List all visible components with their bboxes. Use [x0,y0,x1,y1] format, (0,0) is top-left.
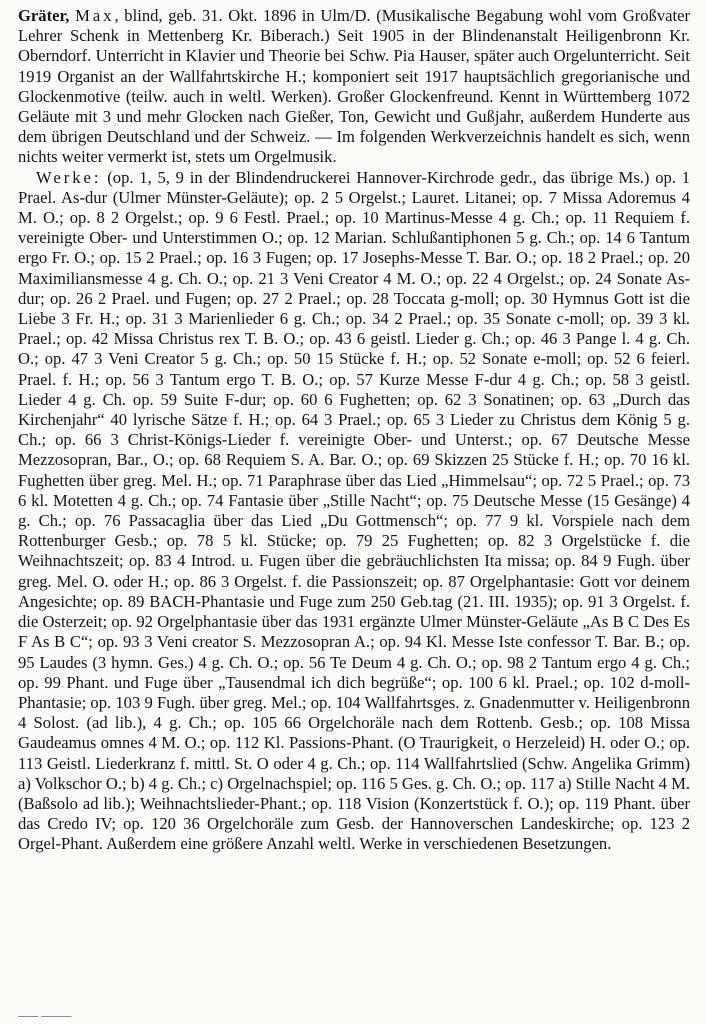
entry-given-name: Max [75,6,115,25]
cut-off-next-line: ▔▔ ▔▔▔ [18,1016,72,1024]
biography-paragraph [18,6,690,168]
works-text: (op. 1, 5, 9 in der Blindendruckerei Hannover-Kirchrode gedr., das übrige Ms.) op. 1 Prael. As-dur (Ulmer Münster-Geläute); op. 2 5 Orgelst.; Lauret. Litanei; op. 7 Missa Adoremus 4 M. O.; op. 8 2 Orgelst.; op. 9 6 Festl. Prael.; op. 10 Martinus-Messe 4 g. Ch.; op. 11 Requiem f. vereinigte Ober- und Unterstimmen O.; op. 12 Marian. Schlußantiphonen 5 g. Ch.; op. 14 6 Tantum ergo Fr. O.; op. 15 2 Prael.; op. 16 3 Fugen; op. 17 Josephs-Messe T. Bar. O.; op. 18 2 Prael.; op. 20 Maximiliansmesse 4 g. Ch. O.; op. 21 3 Veni Creator 4 M. O.; op. 22 4 Orgelst.; op. 24 Sonate As-dur; op. 26 2 Prael. und Fugen; op. 27 2 Prael.; op. 28 Toccata g-moll; op. 30 Hymnus Gott ist die Liebe 3 Fr. H.; op. 31 3 Marienlieder 6 g. Ch.; op. 34 2 Prael.; op. 35 Sonate c-moll; op. 39 3 kl. Prael.; op. 42 Missa Christus rex T. B. O.; op. 43 6 geistl. Lieder g. Ch.; op. 46 3 Pange l. 4 g. Ch. O.; op. 47 3 Veni Creator 5 g. Ch.; op. 50 15 Stücke f. H.; op. 52 Sonate e-moll; op. 52 6 feierl. Prael. f. H.; op. 56 3 Tantum ergo T. B. O.; op. 57 Kurze Messe F-dur 4 g. Ch.; op. 58 3 geistl. Lieder 4 g. Ch. op. 59 Suite F-dur; op. 60 6 Fughetten; op. 62 3 Sonatinen; op. 63 „Durch das Kirchenjahr“ 40 lyrische Sätze f. H.; op. 64 3 Prael.; op. 65 3 Lieder zu Christus dem König 5 g. Ch.; op. 66 3 Christ-Königs-Lieder f. vereinigte Ober- und Unterst.; op. 67 Deutsche Messe Mezzosopran, Bar., O.; op. 68 Requiem S. A. Bar. O.; op. 69 Skizzen 25 Stücke f. H.; op. 70 16 kl. Fughetten über greg. Mel. H.; op. 71 Paraphrase über das Lied „Himmelsau“; op. 72 5 Prael.; op. 73 6 kl. Motetten 4 g. Ch.; op. 74 Fantasie über „Stille Nacht“; op. 75 Deutsche Messe (15 Gesänge) 4 g. Ch.; op. 76 Passacaglia über das Lied „Du Gottmensch“; op. 77 9 kl. Vorspiele nach dem Rottenburger Gesb.; op. 78 5 kl. Stücke; op. 79 25 Fughetten; op. 82 3 Orgelstücke f. die Weihnachtszeit; op. 83 4 Introd. u. Fugen über die gebräuchlichsten Ita missa; op. 84 9 Fugh. über greg. Mel. O. oder H.; op. 86 3 Orgelst. f. die Passionszeit; op. 87 Orgelphantasie: Gott vor deinem Angesichte; op. 89 BACH-Phantasie und Fuge zum 250 Geb.tag (21. III. 1935); op. 91 3 Orgelst. f. die Osterzeit; op. 92 Orgelphantasie über das 1931 ergänzte Ulmer Münster-Geläute „As B C Des Es F As B C“; op. 93 3 Veni creator S. Mezzosopran A.; op. 94 Kl. Messe Iste confessor T. Bar. B.; op. 95 Laudes (3 hymn. Ges.) 4 g. Ch. O.; op. 56 Te Deum 4 g. Ch. O.; op. 98 2 Tantum ergo 4 g. Ch.; op. 99 Phant. und Fuge über „Tausendmal ich dich begrüße“; op. 100 6 kl. Prael.; op. 102 d-moll-Phantasie; op. 103 9 Fugh. über greg. Mel.; op. 104 Wallfahrtsges. z. Gnadenmutter v. Heiligenbronn 4 Solost. (ad lib.), 4 g. Ch.; op. 105 66 Orgelchoräle nach dem Rottenb. Gesb.; op. 108 Missa Gaudeamus omnes 4 M. O.; op. 112 Kl. Passions-Phant. (O Traurigkeit, o Herzeleid) H. oder O.; op. 113 Geistl. Liederkranz f. mittl. St. O oder 4 g. Ch.; op. 114 Wallfahrtslied (Schw. Angelika Grimm) a) Volkschor O.; b) 4 g. Ch.; c) Orgelnachspiel; op. 116 5 Ges. g. Ch. O.; op. 117 a) Stille Nacht 4 M. (Baßsolo ad lib.); Weihnachtslieder-Phant.; op. 118 Vision (Konzertstück f. O.); op. 119 Phant. über das Credo IV; op. 120 36 Orgelchoräle zum Gesb. der Hannoverschen Landeskirche; op. 123 2 Orgel-Phant. Außerdem eine größere Anzahl weltl. Werke in verschiedenen Besetzungen. [18,167,690,854]
works-paragraph [18,168,690,855]
entry-surname: Gräter, [18,6,70,25]
biography-text: , blind, geb. 31. Okt. 1896 in Ulm/D. (Musikalische Begabung wohl vom Großvater Lehrer Schenk in Mettenberg Kr. Biberach.) Seit 1905 in der Blindenanstalt Heiligenbronn Kr. Oberndorf. Unterricht in Klavier und Theorie bei Schw. Pia Hauser, später auch Orgelunterricht. Seit 1919 Organist an der Wallfahrtskirche H.; komponiert seit 1917 hauptsächlich gregorianische und Glockenmotive (teilw. auch in weltl. Werken). Großer Glockenfreund. Kennt in Württemberg 1072 Geläute mit 3 und mehr Glocken nach Gießer, Ton, Gewicht und Gußjahr, außerdem Hunderte aus dem übrigen Deutschland und der Schweiz. — Im folgenden Werkverzeichnis handelt es sich, wenn nichts weiter vermerkt ist, stets um Orgelmusik. [18,6,690,167]
works-label: Werke: [36,167,102,187]
